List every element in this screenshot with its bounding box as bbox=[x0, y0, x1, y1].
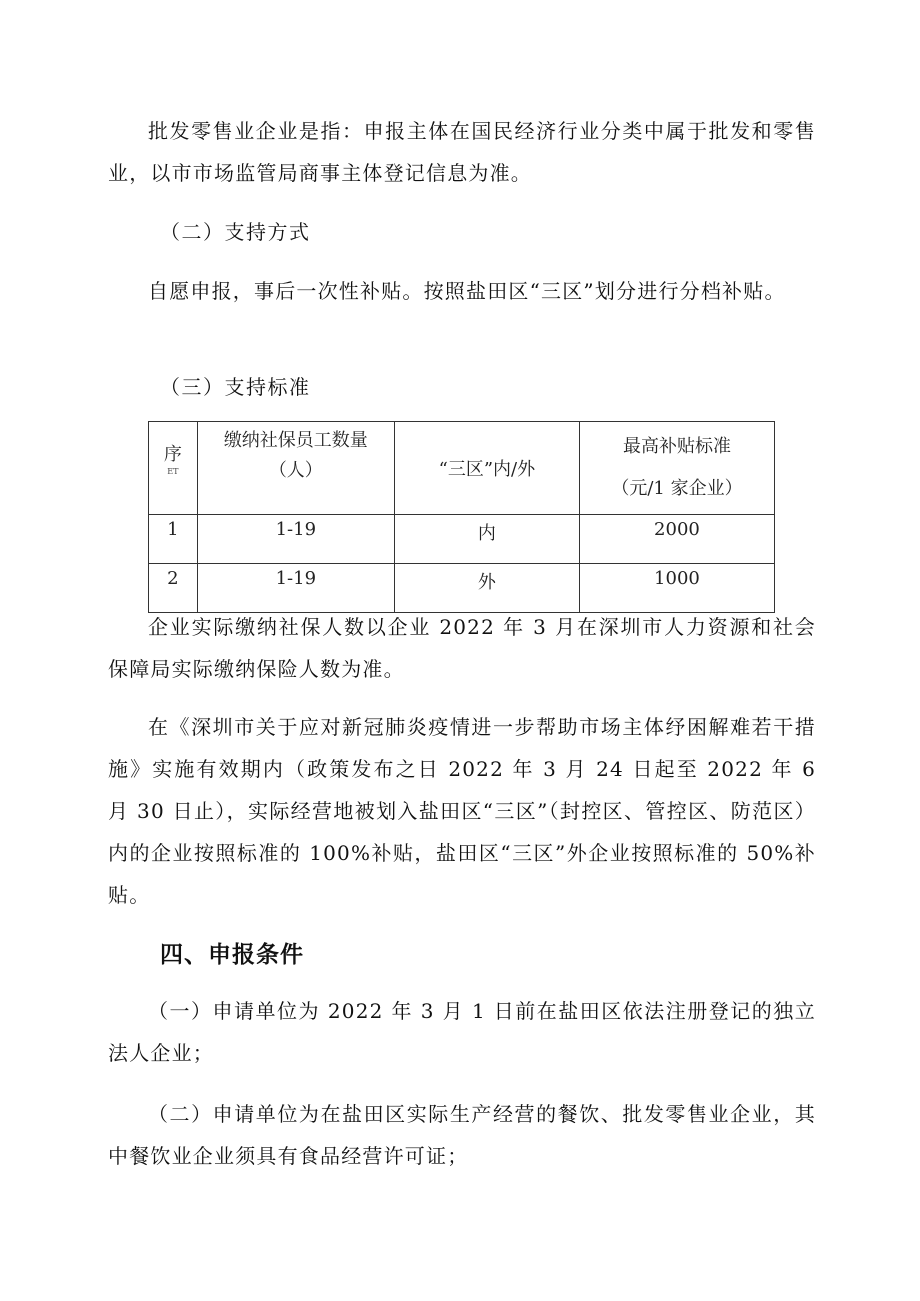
cell-zone: 内 bbox=[394, 515, 579, 564]
paragraph-condition-1: （一）申请单位为 2022 年 3 月 1 日前在盐田区依法注册登记的独立法人企业； bbox=[108, 999, 816, 1065]
cell-amount: 2000 bbox=[579, 515, 774, 564]
subsidy-standard-table bbox=[148, 421, 775, 613]
header-max-subsidy bbox=[579, 422, 774, 515]
table-header-row bbox=[149, 422, 775, 515]
header-zone: “三区”内/外 bbox=[394, 422, 579, 515]
paragraph-social-security-basis: 企业实际缴纳社保人数以企业 2022 年 3 月在深圳市人力资源和社会保障局实际缴纳保险人数为准。 bbox=[108, 615, 816, 681]
header-seq-sub: ET bbox=[167, 467, 179, 476]
header-staff-line1: 缴纳社保员工数量 bbox=[223, 430, 368, 451]
paragraph-support-method: 自愿申报，事后一次性补贴。按照盐田区“三区”划分进行分档补贴。 bbox=[148, 279, 786, 303]
header-max-line1: 最高补贴标准 bbox=[622, 436, 731, 457]
header-max-line2: （元/1 家企业） bbox=[611, 478, 743, 499]
header-seq bbox=[149, 422, 198, 515]
paragraph-condition-2: （二）申请单位为在盐田区实际生产经营的餐饮、批发零售业企业，其中餐饮业企业须具有食品经营许可证； bbox=[108, 1102, 816, 1168]
paragraph-wholesale-definition: 批发零售业企业是指：申报主体在国民经济行业分类中属于批发和零售业，以市市场监管局商事主体登记信息为准。 bbox=[108, 119, 816, 185]
subheading-support-method: （二）支持方式 bbox=[160, 220, 311, 244]
cell-zone: 外 bbox=[394, 564, 579, 613]
cell-amount: 1000 bbox=[579, 564, 774, 613]
header-staff-count bbox=[197, 422, 394, 515]
cell-staff: 1-19 bbox=[197, 564, 394, 613]
section-heading-application-conditions: 四、申报条件 bbox=[160, 942, 304, 968]
table-row bbox=[149, 515, 775, 564]
cell-seq: 1 bbox=[149, 515, 198, 564]
header-staff-line2: （人） bbox=[268, 460, 323, 481]
cell-staff: 1-19 bbox=[197, 515, 394, 564]
cell-seq: 2 bbox=[149, 564, 198, 613]
paragraph-validity-period: 在《深圳市关于应对新冠肺炎疫情进一步帮助市场主体纾困解难若干措施》实施有效期内（政策发布之日 2022 年 3 月 24 日起至 2022 年 6 月 30 日止），实际经营地被划入盐田区“三区”（封控区、管控区、防范区）内的企业按照标准的 100%补贴，盐田区“三区”外企业按照标准的 50%补贴。 bbox=[108, 715, 816, 907]
subheading-support-standard: （三）支持标准 bbox=[160, 375, 311, 399]
header-seq-label: 序 bbox=[163, 444, 182, 465]
